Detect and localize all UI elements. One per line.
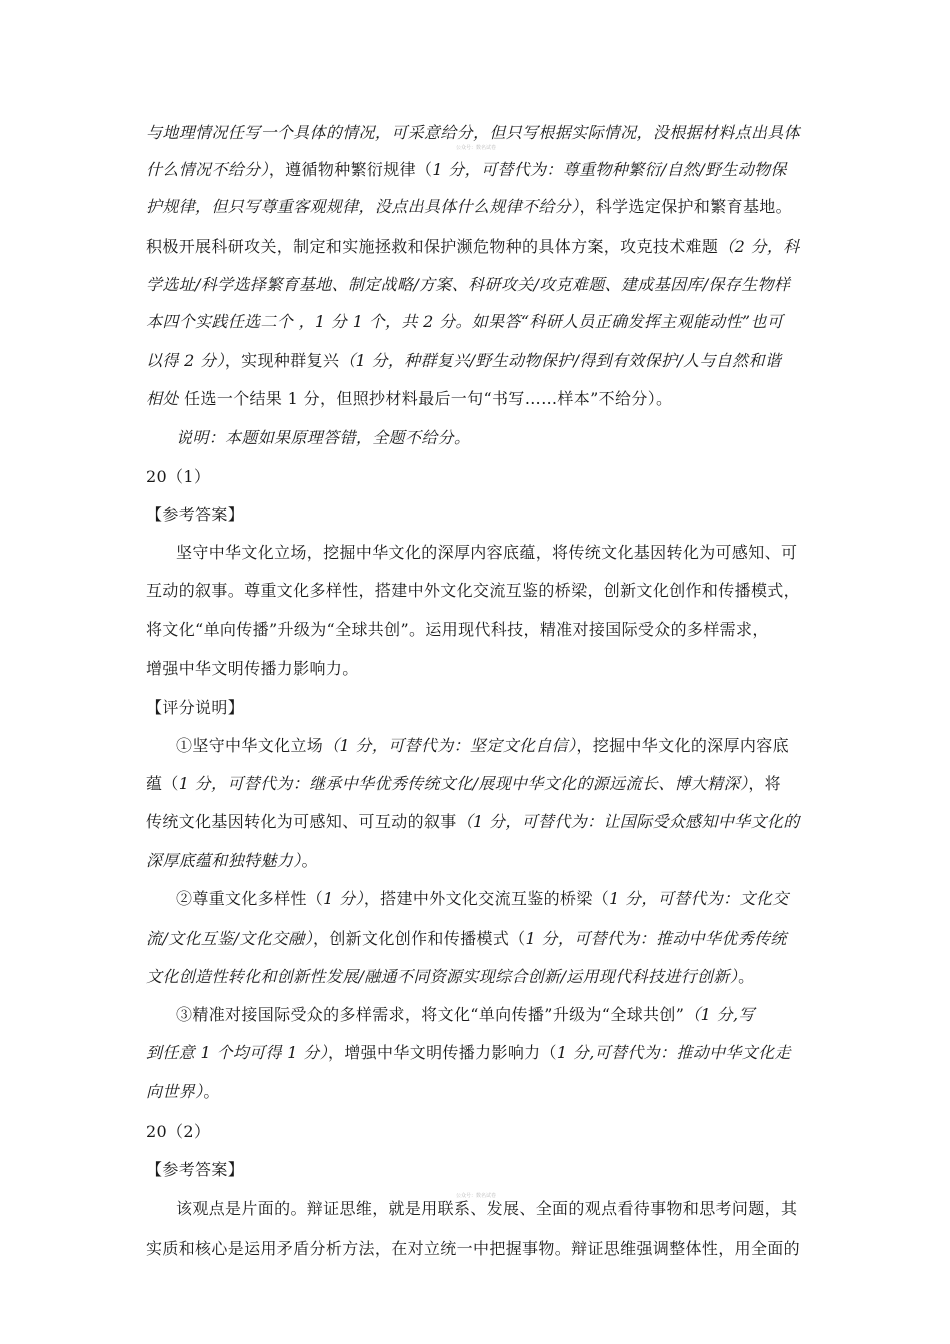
text-line [176,889,789,909]
text-segment: ②尊重文化多样性（ [176,889,324,908]
text-segment: 增强中华文明传播力影响力。 [146,659,359,678]
text-segment: 相处 [146,389,185,408]
text-segment: ，挖掘中华文化的深厚内容底 [576,736,789,755]
text-line [146,581,800,601]
text-segment: ，搭建中外文化交流互鉴的桥梁（ [363,889,610,908]
text-line [176,736,789,756]
text-segment: 1 分，可替代为：继承中华优秀传统文化/展现中华文化的源远流长、博大精深） [178,774,749,793]
text-line [146,1239,800,1259]
text-segment: 文化创造性转化和创新性发展/融通不同资源实现综合创新/运用现代科技进行创新） [146,967,739,986]
text-segment: 。 [738,967,755,986]
text-segment: 什么情况不给分） [146,160,269,179]
text-segment: 1 分，可替代为：文化交 [609,889,789,908]
text-segment: 坚守中华文化立场，挖掘中华文化的深厚内容底蕴，将传统文化基因转化为可感知、可 [176,543,798,562]
text-segment: （2 分，科 [718,237,800,256]
watermark: 公众号：数名试卷 [456,1193,497,1199]
text-segment: ，将 [748,774,782,793]
text-line [146,774,781,794]
text-line [146,275,790,295]
watermark: 公众号：数名试卷 [456,145,497,151]
text-segment: 【参考答案】 [146,1160,245,1179]
text-segment: 深厚底蕴和独特魅力） [146,851,302,870]
text-segment: ③精准对接国际受众的多样需求，将文化“单向传播”升级为“全球共创” [176,1005,685,1024]
text-segment: ，科学选定保护和繁育基地。 [579,197,793,216]
text-segment: 向世界） [146,1082,204,1101]
text-segment: 学选址/科学选择繁育基地、制定战略/方案、科研攻关/攻克难题、建成基因库/保存生物样 [146,275,791,294]
text-line [146,929,787,949]
text-segment: 。 [301,851,318,870]
text-line [146,160,787,180]
text-segment: 本四个实践任选二个 ，1 分 1 个，共 2 分。如果答“科研人员正确发挥主观能动性”也可 [146,312,784,331]
text-line [146,505,244,525]
text-line [146,312,783,332]
text-segment: （1 分，可替代为：让国际受众感知中华文化的 [456,812,800,831]
text-segment: 将文化“单向传播”升级为“全球共创”。运用现代科技，精准对接国际受众的多样需求， [146,620,769,639]
text-segment: 积极开展科研攻关，制定和实施拯救和保护濒危物种的具体方案，攻克技术难题 [146,237,719,256]
text-line [146,659,359,679]
text-line [146,351,781,371]
text-segment: 流/文化互鉴/文化交融） [146,929,313,948]
text-segment: ，创新文化创作和传播模式（ [312,929,526,948]
text-segment: 20（1） [146,467,211,486]
text-segment: 【评分说明】 [146,698,245,717]
text-segment: 【参考答案】 [146,505,245,524]
text-line [176,1199,797,1219]
text-line [146,389,672,409]
text-segment: 1 分,可替代为：推动中华文化走 [556,1043,791,1062]
text-segment: 1 分） [323,889,364,908]
text-segment: 实质和核心是运用矛盾分析方法，在对立统一中把握事物。辩证思维强调整体性，用全面的 [146,1239,801,1258]
text-segment: （1 分,写 [684,1005,755,1024]
text-segment: 说明：本题如果原理答错，全题不给分。 [176,428,471,447]
text-line [146,123,800,143]
text-segment: 到任意 1 个均可得 1 分） [146,1043,328,1062]
text-segment: ，增强中华文明传播力影响力（ [327,1043,557,1062]
text-line [146,1082,220,1102]
text-line [146,1122,210,1142]
text-segment: 蕴（ [146,774,179,793]
text-segment: 1 分，可替代为：尊重物种繁衍/自然/野生动物保 [432,160,787,179]
text-segment: 该观点是片面的。辩证思维，就是用联系、发展、全面的观点看待事物和思考问题，其 [176,1199,798,1218]
text-line [146,698,244,718]
text-segment: 与地理情况任写一个具体的情况，可采意给分，但只写根据实际情况，没根据材料点出具体 [146,123,801,142]
text-segment: 任选一个结果 1 分，但照抄材料最后一句“书写……样本”不给分）。 [184,389,673,408]
text-line [146,851,318,871]
text-line [146,620,769,640]
text-line [176,428,470,448]
text-line [146,967,754,987]
text-line [146,197,792,217]
text-segment: ，遵循物种繁衍规律（ [268,160,433,179]
text-segment: 20（2） [146,1122,211,1141]
text-line [176,543,797,563]
text-segment: 1 分，可替代为：推动中华优秀传统 [525,929,787,948]
text-line [146,1043,791,1063]
text-line [146,467,210,487]
text-segment: 。 [203,1082,220,1101]
text-line [176,1005,755,1025]
text-line [146,1160,244,1180]
text-segment: （1 分，种群复兴/野生动物保护/得到有效保护/人与自然和谐 [339,351,782,370]
text-segment: 护规律，但只写尊重客观规律，没点出具体什么规律不给分） [146,197,580,216]
text-segment: 传统文化基因转化为可感知、可互动的叙事 [146,812,457,831]
text-segment: 以得 2 分） [146,351,225,370]
text-segment: ①坚守中华文化立场 [176,736,324,755]
text-line [146,812,800,832]
text-segment: 互动的叙事。尊重文化多样性，搭建中外文化交流互鉴的桥梁，创新文化创作和传播模式， [146,581,801,600]
text-line [146,237,800,257]
text-segment: （1 分，可替代为：坚定文化自信） [323,736,577,755]
text-segment: ，实现种群复兴 [224,351,340,370]
